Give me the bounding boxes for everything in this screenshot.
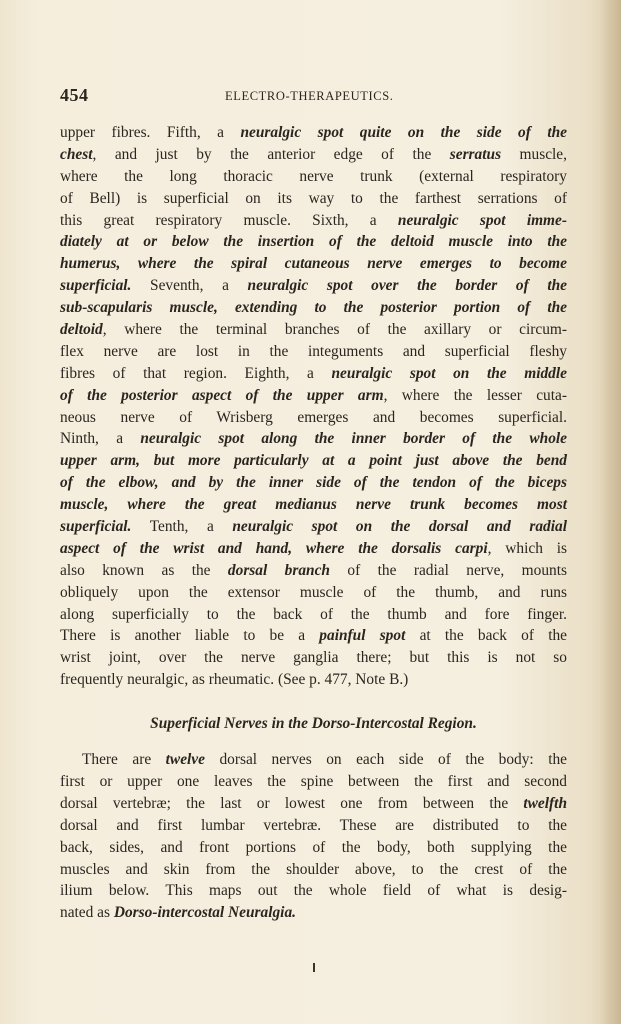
text-line: [60, 582, 567, 604]
text-run: , where the terminal branches of the axillary or circum-: [102, 321, 567, 339]
text-run: , which is: [487, 539, 567, 557]
emphasized-text: neuralgic spot on the dorsal and radial: [232, 518, 567, 536]
text-run: Seventh, a: [131, 277, 248, 295]
text-line: [60, 319, 567, 341]
text-run: neous nerve of Wrisberg emerges and becomes superficial.: [60, 408, 567, 426]
emphasized-text: sub-scapularis muscle, extending to the posterior portion of the: [60, 299, 567, 317]
text-run: dorsal nerves on each side of the body: the: [204, 751, 567, 769]
text-run: back, sides, and front portions of the body, both supplying the: [60, 838, 567, 856]
text-line: [60, 837, 567, 859]
emphasized-text: twelfth: [523, 794, 567, 812]
text-run: muscle,: [501, 145, 567, 163]
emphasized-text: of the elbow, and by the inner side of the tendon of the biceps: [60, 474, 567, 492]
page-number: 454: [60, 85, 89, 105]
text-line: [60, 363, 567, 385]
text-run: along superficially to the back of the thumb and fore finger.: [60, 605, 567, 623]
emphasized-text: upper arm, but more particularly at a point just above the bend: [60, 452, 567, 470]
text-line: [60, 341, 567, 363]
emphasized-text: superficial.: [60, 277, 132, 295]
emphasized-text: Dorso-intercostal Neuralgia.: [113, 904, 296, 922]
text-line: [60, 385, 567, 407]
text-run: dorsal and first lumbar vertebræ. These are distributed to the: [60, 816, 567, 834]
paragraph-dorsal-nerves: [60, 749, 567, 924]
text-run: frequently neuralgic, as rheumatic. (See p. 477, Note B.): [60, 671, 409, 689]
text-line: [60, 749, 567, 771]
text-line: [60, 428, 567, 450]
text-line: [60, 472, 567, 494]
page-header: [60, 85, 565, 105]
text-run: where the long thoracic nerve trunk (external respiratory: [60, 167, 567, 185]
text-line: [60, 625, 567, 647]
text-line: [60, 450, 567, 472]
text-run: dorsal vertebræ; the last or lowest one from between the: [60, 794, 524, 812]
text-run: muscles and skin from the shoulder above, to the crest of the: [60, 860, 567, 878]
text-line: [60, 297, 567, 319]
text-line: [60, 604, 567, 626]
text-line: [60, 407, 567, 429]
text-line: [60, 902, 567, 924]
text-run: , where the lesser cuta-: [383, 386, 567, 404]
emphasized-text: aspect of the wrist and hand, where the dorsalis carpi: [60, 539, 488, 557]
text-line: [60, 560, 567, 582]
text-run: first or upper one leaves the spine between the first and second: [60, 772, 567, 790]
text-line: [60, 275, 567, 297]
text-line: [60, 516, 567, 538]
text-run: , and just by the anterior edge of the: [92, 145, 450, 163]
emphasized-text: chest: [60, 145, 93, 163]
emphasized-text: neuralgic spot along the inner border of the whole: [140, 430, 567, 448]
text-line: [60, 859, 567, 881]
text-run: Tenth, a: [131, 518, 233, 536]
emphasized-text: neuralgic spot over the border of the: [247, 277, 567, 295]
emphasized-text: twelve: [165, 751, 205, 769]
text-run: ilium below. This maps out the whole field of what is desig-: [60, 882, 567, 900]
text-line: [60, 815, 567, 837]
emphasized-text: humerus, where the spiral cutaneous nerve emerges to become: [60, 255, 567, 273]
text-run: There is another liable to be a: [60, 627, 320, 645]
emphasized-text: deltoid: [60, 321, 103, 339]
emphasized-text: of the posterior aspect of the upper arm: [60, 386, 384, 404]
section-heading: Superficial Nerves in the Dorso-Intercostal Region.: [150, 715, 477, 733]
paragraph-nerve-spots: [60, 122, 567, 691]
text-line: [60, 669, 567, 691]
emphasized-text: serratus: [449, 145, 502, 163]
emphasized-text: diately at or below the insertion of the deltoid muscle into the: [60, 233, 567, 251]
emphasized-text: dorsal branch: [227, 561, 330, 579]
text-run: of Bell) is superficial on its way to the farthest serrations of: [60, 189, 567, 207]
text-line: [60, 231, 567, 253]
text-line: [60, 494, 567, 516]
text-line: [60, 880, 567, 902]
text-run: also known as the: [60, 561, 228, 579]
text-run: There are: [82, 751, 166, 769]
text-run: Ninth, a: [60, 430, 141, 448]
text-run: fibres of that region. Eighth, a: [60, 364, 332, 382]
text-line: [60, 253, 567, 275]
emphasized-text: neuralgic spot quite on the side of the: [240, 124, 567, 141]
text-run: flex nerve are lost in the integuments and superficial fleshy: [60, 342, 567, 360]
text-run: of the radial nerve, mounts: [330, 561, 568, 579]
print-mark: [313, 963, 315, 972]
page-edge-shadow: [599, 0, 621, 1024]
text-line: [60, 188, 567, 210]
text-line: [60, 144, 567, 166]
text-line: [60, 647, 567, 669]
running-head: ELECTRO-THERAPEUTICS.: [225, 89, 394, 103]
text-run: nated as: [60, 904, 114, 922]
text-run: at the back of the: [405, 627, 567, 645]
text-line: [60, 166, 567, 188]
emphasized-text: neuralgic spot imme-: [397, 211, 567, 229]
text-line: [60, 771, 567, 793]
text-line: [60, 122, 567, 144]
emphasized-text: painful spot: [319, 627, 406, 645]
text-line: [60, 538, 567, 560]
body-text: [60, 122, 567, 924]
text-run: upper fibres. Fifth, a: [60, 124, 241, 141]
text-run: this great respiratory muscle. Sixth, a: [60, 211, 398, 229]
text-line: [60, 210, 567, 232]
emphasized-text: superficial.: [60, 518, 132, 536]
text-run: wrist joint, over the nerve ganglia there; but this is not so: [60, 649, 567, 667]
text-run: obliquely upon the extensor muscle of the thumb, and runs: [60, 583, 567, 601]
text-line: [60, 793, 567, 815]
emphasized-text: neuralgic spot on the middle: [331, 364, 567, 382]
emphasized-text: muscle, where the great medianus nerve trunk becomes most: [60, 496, 567, 514]
